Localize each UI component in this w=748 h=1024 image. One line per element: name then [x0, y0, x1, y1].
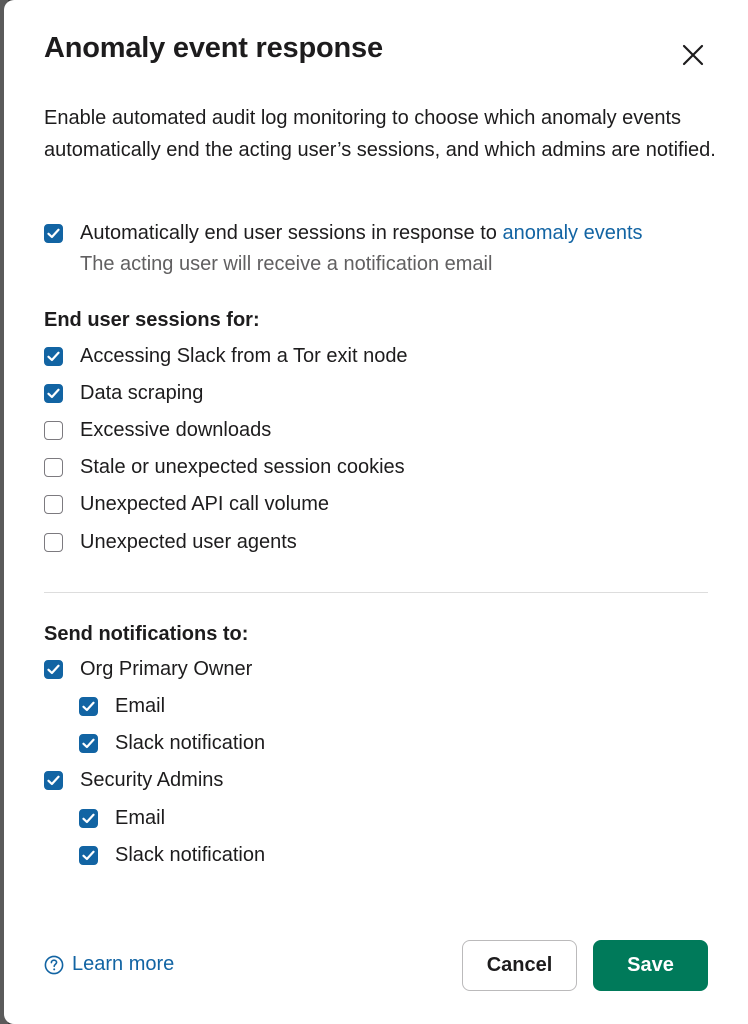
notify-org-primary-owner-row [44, 658, 252, 681]
checkmark-icon [47, 775, 60, 786]
auto-end-sessions-checkbox[interactable] [44, 224, 63, 243]
security-admins-label: Security Admins [80, 769, 224, 791]
checkmark-icon [82, 850, 95, 861]
api-call-volume-label: Unexpected API call volume [80, 493, 330, 515]
checkmark-icon [82, 738, 95, 749]
anomaly-event-response-dialog [4, 0, 748, 1024]
end-session-option-cookies [44, 456, 405, 479]
owner-email-label: Email [115, 695, 166, 717]
save-button[interactable]: Save [593, 940, 708, 991]
end-session-option-api [44, 493, 329, 516]
modal-title: Anomaly event response [44, 32, 383, 64]
end-session-option-user-agents [44, 531, 297, 554]
auto-end-sessions-subtext: The acting user will receive a notification email [80, 253, 493, 275]
session-cookies-checkbox[interactable] [44, 458, 63, 477]
excessive-downloads-label: Excessive downloads [80, 419, 272, 441]
owner-email-checkbox[interactable] [79, 697, 98, 716]
learn-more-label: Learn more [72, 953, 175, 975]
admins-slack-notification-label: Slack notification [115, 844, 266, 866]
anomaly-events-link[interactable]: anomaly events [502, 222, 643, 244]
end-session-option-downloads [44, 419, 271, 442]
end-sessions-heading: End user sessions for: [44, 309, 260, 331]
api-call-volume-checkbox[interactable] [44, 495, 63, 514]
admins-email-row [79, 807, 165, 830]
owner-slack-notification-checkbox[interactable] [79, 734, 98, 753]
org-primary-owner-label: Org Primary Owner [80, 658, 253, 680]
checkmark-icon [47, 351, 60, 362]
security-admins-checkbox[interactable] [44, 771, 63, 790]
checkmark-icon [47, 388, 60, 399]
session-cookies-label: Stale or unexpected session cookies [80, 456, 405, 478]
section-divider [44, 592, 708, 593]
question-circle-icon [44, 955, 64, 975]
end-session-option-scraping [44, 382, 203, 405]
auto-end-sessions-label [80, 222, 643, 245]
owner-slack-notification-label: Slack notification [115, 732, 266, 754]
cancel-button[interactable]: Cancel [462, 940, 577, 991]
owner-slack-notification-row [79, 732, 265, 755]
tor-exit-node-checkbox[interactable] [44, 347, 63, 366]
admins-email-checkbox[interactable] [79, 809, 98, 828]
org-primary-owner-checkbox[interactable] [44, 660, 63, 679]
notify-security-admins-row [44, 769, 223, 792]
auto-end-sessions-label-text: Automatically end user sessions in response to [80, 222, 503, 244]
data-scraping-checkbox[interactable] [44, 384, 63, 403]
admins-email-label: Email [115, 807, 166, 829]
data-scraping-label: Data scraping [80, 382, 204, 404]
end-session-option-tor [44, 345, 408, 368]
tor-exit-node-label: Accessing Slack from a Tor exit node [80, 345, 408, 367]
user-agents-checkbox[interactable] [44, 533, 63, 552]
modal-description: Enable automated audit log monitoring to choose which anomaly events automatically end the acting user’s sessions, and which admins are notified. [44, 107, 716, 161]
excessive-downloads-checkbox[interactable] [44, 421, 63, 440]
admins-slack-notification-row [79, 844, 265, 867]
user-agents-label: Unexpected user agents [80, 531, 297, 553]
close-button[interactable] [676, 38, 710, 72]
owner-email-row [79, 695, 165, 718]
checkmark-icon [47, 228, 60, 239]
checkmark-icon [82, 701, 95, 712]
learn-more-link[interactable] [44, 953, 174, 976]
checkmark-icon [82, 813, 95, 824]
auto-end-sessions-row [44, 222, 643, 245]
close-icon [682, 44, 704, 66]
checkmark-icon [47, 664, 60, 675]
admins-slack-notification-checkbox[interactable] [79, 846, 98, 865]
notifications-heading: Send notifications to: [44, 623, 249, 645]
